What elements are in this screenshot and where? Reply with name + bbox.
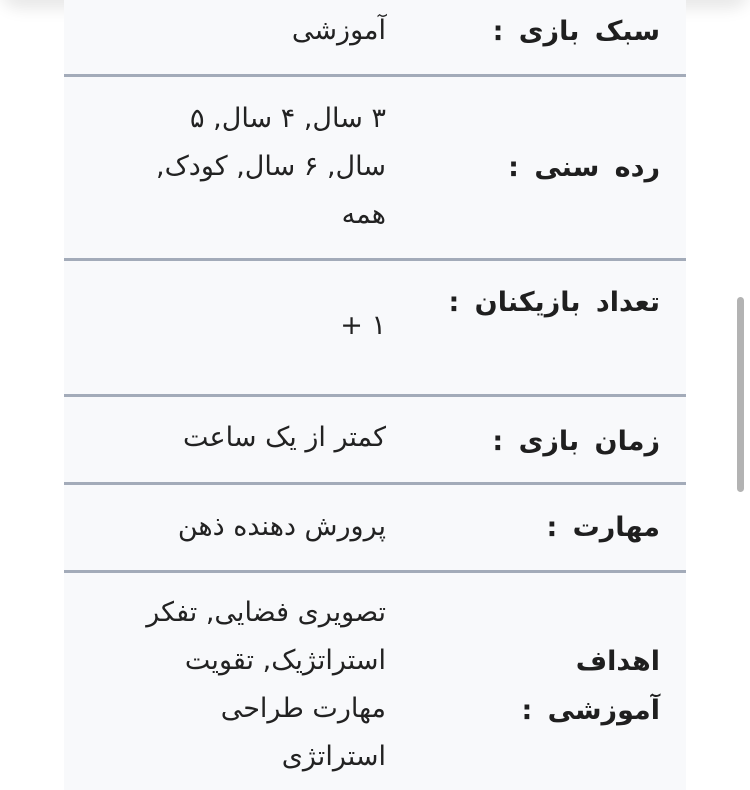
spec-value-skill: پرورش دهنده ذهن — [177, 511, 386, 542]
spec-value-game-style: آموزشی — [291, 15, 386, 46]
spec-label-skill: مهارت : — [546, 512, 660, 543]
spec-row-age-range — [64, 77, 686, 261]
spec-row-play-time — [64, 397, 686, 485]
spec-label-age-range: رده سنی : — [508, 152, 660, 183]
spec-row-player-count — [64, 261, 686, 397]
scrollbar-thumb[interactable] — [737, 297, 744, 492]
spec-row-skill — [64, 485, 686, 573]
spec-row-educational-goals — [64, 573, 686, 790]
game-specs-table — [64, 0, 686, 790]
spec-label-player-count: تعداد بازیکنان : — [448, 287, 660, 318]
spec-value-play-time: کمتر از یک ساعت — [183, 422, 386, 453]
spec-label-educational-goals: اهداف آموزشی : — [521, 646, 660, 726]
spec-value-educational-goals: تصویری فضایی, تفکر استراتژیک, تقویت مهارت طراحی استراتژی — [146, 597, 386, 772]
spec-value-age-range: ۳ سال, ۴ سال, ۵ سال, ۶ سال, کودک, همه — [156, 103, 386, 230]
spec-label-game-style: سبک بازی : — [492, 16, 660, 47]
spec-row-game-style — [64, 0, 686, 77]
spec-value-player-count: ۱ + — [340, 310, 386, 341]
spec-label-play-time: زمان بازی : — [492, 426, 660, 457]
